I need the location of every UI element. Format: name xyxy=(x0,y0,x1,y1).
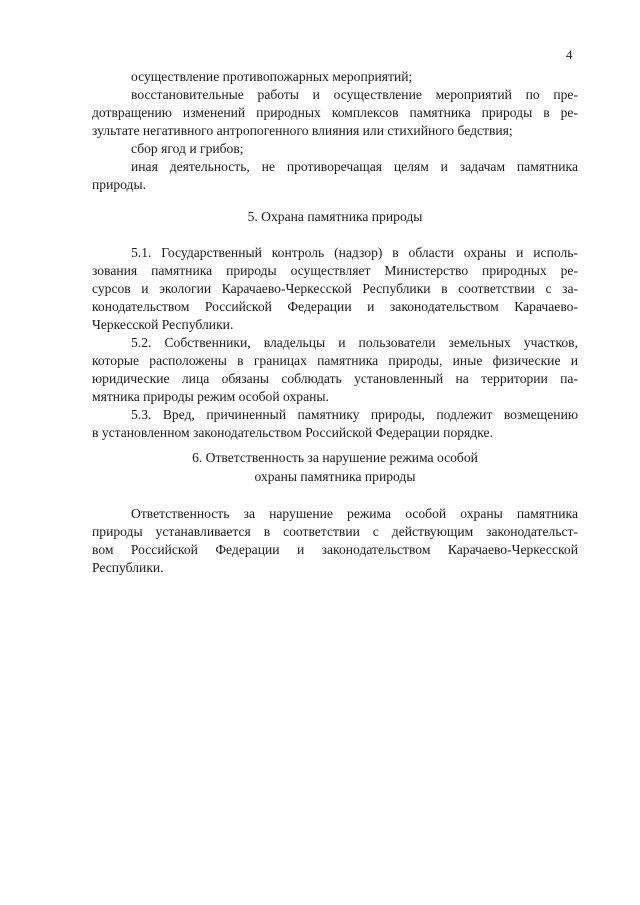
paragraph-line: зования памятника природы осуществляет Министерство природных ре- xyxy=(92,263,578,278)
list-item: иная деятельность, не противоречащая целям и задачам памятника xyxy=(131,159,578,174)
section-heading: 5. Охрана памятника природы xyxy=(247,209,423,224)
list-item-continuation: природы. xyxy=(92,177,146,192)
paragraph-line: 5.2. Собственники, владельцы и пользователи земельных участков, xyxy=(131,335,578,350)
paragraph-line: вом Российской Федерации и законодательством Карачаево-Черкесской xyxy=(92,542,578,557)
list-item: осуществление противопожарных мероприятий; xyxy=(131,69,413,84)
paragraph-line: 5.3. Вред, причиненный памятнику природы, подлежит возмещению xyxy=(131,407,578,422)
page-number: 4 xyxy=(566,47,573,62)
paragraph-line: Республики. xyxy=(92,560,164,575)
paragraph-line: Черкесской Республики. xyxy=(92,317,234,332)
paragraph-line: конодательством Российской Федерации и законодательством Карачаево- xyxy=(92,299,578,314)
section-heading: охраны памятника природы xyxy=(254,469,416,484)
paragraph-line: юридические лица обязаны соблюдать установленный на территории па- xyxy=(92,371,578,386)
list-item: восстановительные работы и осуществление мероприятий по пре- xyxy=(131,87,578,102)
paragraph-line: которые расположены в границах памятника природы, иные физические и xyxy=(92,353,578,368)
list-item-continuation: зультате негативного антропогенного влияния или стихийного бедствия; xyxy=(92,123,513,138)
list-item-continuation: дотвращению изменений природных комплексов памятника природы в ре- xyxy=(92,105,578,120)
paragraph-line: мятника природы режим особой охраны. xyxy=(92,389,329,404)
paragraph-line: природы устанавливается в соответствии с действующим законодательст- xyxy=(92,524,578,539)
list-item: сбор ягод и грибов; xyxy=(131,141,244,156)
paragraph-line: сурсов и экологии Карачаево-Черкесской Республики в соответствии с за- xyxy=(92,281,578,296)
section-heading: 6. Ответственность за нарушение режима особой xyxy=(192,450,478,465)
paragraph-line: Ответственность за нарушение режима особой охраны памятника xyxy=(131,506,578,521)
paragraph-line: в установленном законодательством Российской Федерации порядке. xyxy=(92,425,493,440)
paragraph-line: 5.1. Государственный контроль (надзор) в области охраны и исполь- xyxy=(131,245,578,260)
